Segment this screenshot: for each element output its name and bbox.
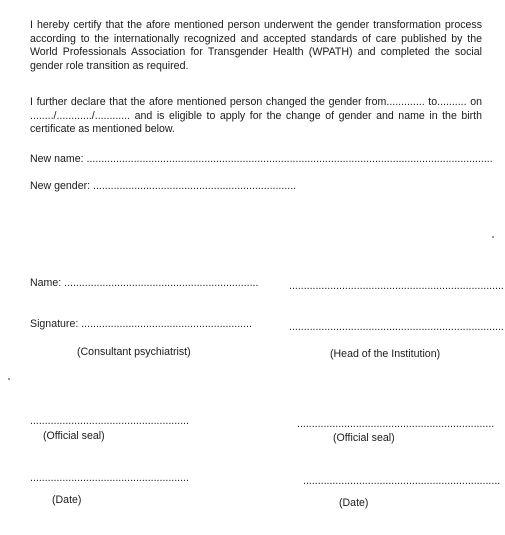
psychiatrist-seal-label: (Official seal) — [43, 430, 105, 442]
head-seal-line: ................................................................... — [297, 418, 495, 430]
psychiatrist-date-label: (Date) — [52, 494, 82, 506]
psychiatrist-seal-line: ...................................................... — [30, 415, 189, 427]
head-seal-label: (Official seal) — [333, 432, 395, 444]
psychiatrist-date-line: ...................................................... — [30, 472, 189, 484]
scan-speck — [8, 378, 10, 380]
head-date-line: ................................................................... — [303, 475, 501, 487]
psychiatrist-role-label: (Consultant psychiatrist) — [77, 346, 191, 358]
head-name-field: ......................................................................... — [289, 280, 504, 292]
psychiatrist-name-field: Name: .................................................................. — [30, 277, 259, 289]
certification-paragraph: I hereby certify that the afore mentioned person underwent the gender transformation process according to the internationally recognized and accepted standards of care published by the World Professionals Association for Transgender Health (WPATH) and completed the social gender role transition as required. — [30, 19, 482, 72]
head-date-label: (Date) — [339, 497, 369, 509]
scan-speck — [492, 236, 494, 238]
new-gender-field: New gender: ..................................................................... — [30, 180, 297, 192]
declaration-paragraph: I further declare that the afore mentioned person changed the gender from............. to.......... on ......../............/............ and is eligible to apply for the change of gender and name in the birth certificate as mentioned below. — [30, 96, 482, 136]
head-signature-field: ......................................................................... — [289, 321, 504, 333]
psychiatrist-signature-field: Signature: .......................................................... — [30, 318, 252, 330]
new-name-field: New name: .......................................................................................................................................... — [30, 153, 493, 165]
head-role-label: (Head of the Institution) — [330, 348, 441, 360]
